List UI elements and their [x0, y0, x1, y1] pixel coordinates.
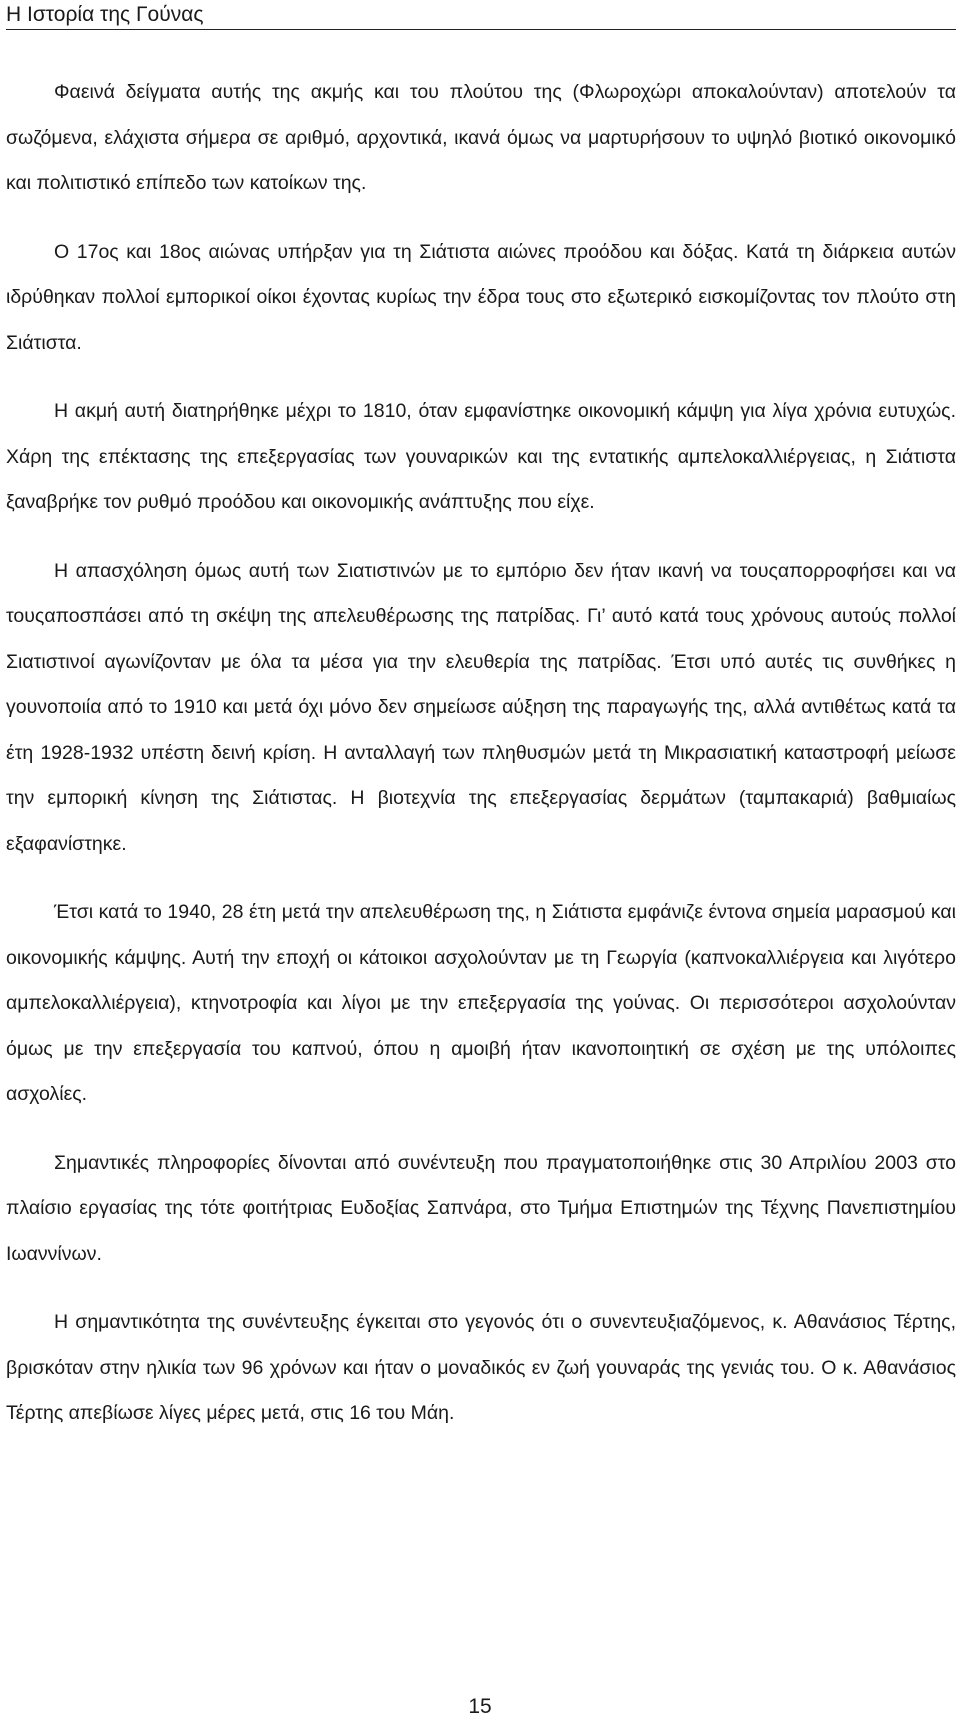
paragraph-5: Έτσι κατά το 1940, 28 έτη μετά την απελευθέρωση της, η Σιάτιστα εμφάνιζε έντονα σημεία μαρασμού και οικονομικής κάμψης. Αυτή την εποχή οι κάτοικοι ασχολούνταν με τη Γεωργία (καπνοκαλλιέργεια και λιγότερο αμπελοκαλλιέργεια), κτηνοτροφία και λίγοι με την επεξεργασία της γούνας. Οι περισσότεροι ασχολούνταν όμως με την επεξεργασία του καπνού, όπου η αμοιβή ήταν ικανοποιητική σε σχέση με της υπόλοιπες ασχολίες. — [6, 901, 956, 1105]
running-header: Η Ιστορία της Γούνας — [6, 2, 956, 30]
paragraph-7: Η σημαντικότητα της συνέντευξης έγκειται στο γεγονός ότι ο συνεντευξιαζόμενος, κ. Αθανάσιος Τέρτης, βρισκόταν στην ηλικία των 96 χρόνων και ήταν ο μοναδικός εν ζωή γουναράς της γενιάς του. Ο κ. Αθανάσιος Τέρτης απεβίωσε λίγες μέρες μετά, στις 16 του Μάη. — [6, 1311, 956, 1424]
paragraph-3: Η ακμή αυτή διατηρήθηκε μέχρι το 1810, όταν εμφανίστηκε οικονομική κάμψη για λίγα χρόνια ευτυχώς. Χάρη της επέκτασης της επεξεργασίας των γουναρικών και της εντατικής αμπελοκαλλιέργειας, η Σιάτιστα ξαναβρήκε τον ρυθμό προόδου και οικονομικής ανάπτυξης που είχε. — [6, 400, 956, 513]
paragraph-1: Φαεινά δείγματα αυτής της ακμής και του πλούτου της (Φλωροχώρι αποκαλούνταν) αποτελούν τα σωζόμενα, ελάχιστα σήμερα σε αριθμό, αρχοντικά, ικανά όμως να μαρτυρήσουν το υψηλό βιοτικό οικονομικό και πολιτιστικό επίπεδο των κατοίκων της. — [6, 81, 956, 194]
paragraph-6: Σημαντικές πληροφορίες δίνονται από συνέντευξη που πραγματοποιήθηκε στις 30 Απριλίου 2003 στο πλαίσιο εργασίας της τότε φοιτήτριας Ευδοξίας Σαπνάρα, στο Τμήμα Επιστημών της Τέχνης Πανεπιστημίου Ιωαννίνων. — [6, 1151, 956, 1265]
body-text — [6, 70, 956, 1460]
paragraph-2: Ο 17ος και 18ος αιώνας υπήρξαν για τη Σιάτιστα αιώνες προόδου και δόξας. Κατά τη διάρκεια αυτών ιδρύθηκαν πολλοί εμπορικοί οίκοι έχοντας κυρίως την έδρα τους στο εξωτερικό εισκομίζοντας τον πλούτο στη Σιάτιστα. — [6, 240, 956, 354]
page-number: 15 — [468, 1695, 492, 1718]
paragraph-4: Η απασχόληση όμως αυτή των Σιατιστινών με το εμπόριο δεν ήταν ικανή να τουςαπορροφήσει και να τουςαποσπάσει από τη σκέψη της απελευθέρωσης της πατρίδας. Γι’ αυτό κατά τους χρόνους αυτούς πολλοί Σιατιστινοί αγωνίζονταν με όλα τα μέσα για την ελευθερία της πατρίδας. Έτσι υπό αυτές τις συνθήκες η γουνοποιία από το 1910 και μετά όχι μόνο δεν σημείωσε αύξηση της παραγωγής της, αλλά αντιθέτως κατά τα έτη 1928-1932 υπέστη δεινή κρίση. Η ανταλλαγή των πληθυσμών μετά τη Μικρασιατική καταστροφή μείωσε την εμπορική κίνηση της Σιάτιστας. Η βιοτεχνία της επεξεργασίας δερμάτων (ταμπακαριά) βαθμιαίως εξαφανίστηκε. — [6, 559, 956, 855]
